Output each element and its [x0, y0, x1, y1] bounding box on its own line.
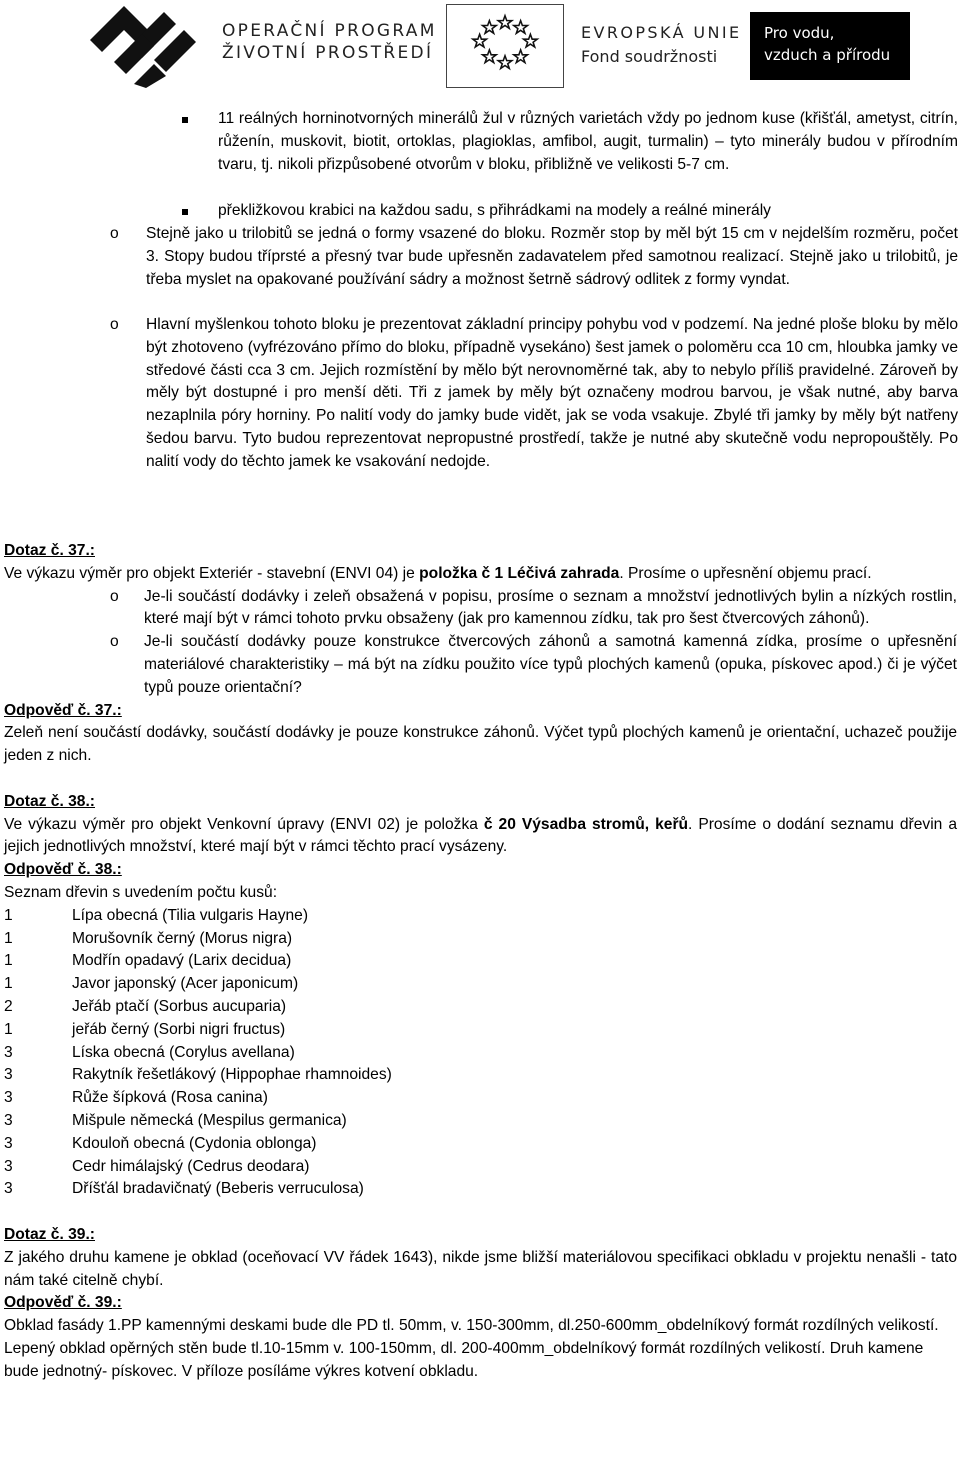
species-count: 1	[4, 1020, 13, 1038]
species-count: 3	[4, 1180, 13, 1198]
circle-bullet: o	[110, 587, 119, 605]
op-program-name	[222, 20, 437, 64]
answer-heading: Odpověď č. 38.:	[4, 861, 122, 879]
eu-line-1: EVROPSKÁ UNIE	[581, 23, 742, 42]
question-text: Ve výkazu výměr pro objekt Venkovní úpravy (ENVI 02) je položka č 20 Výsadba stromů, keřů. Prosíme o dodání seznamu dřevin a jejich jednotlivých množství, které mají být v rámci těchto prací vysázeny.	[4, 815, 957, 856]
eu-flag-icon	[446, 4, 564, 88]
list-item	[4, 1087, 957, 1110]
list-item	[4, 1042, 957, 1065]
op-line-1: OPERAČNÍ PROGRAM	[222, 21, 437, 41]
list-item	[4, 1110, 957, 1133]
species-name: Modřín opadavý (Larix decidua)	[72, 952, 292, 970]
species-name: Růže šípková (Rosa canina)	[72, 1089, 268, 1107]
list-item	[4, 1064, 957, 1087]
species-count: 3	[4, 1111, 13, 1129]
species-count: 1	[4, 975, 13, 993]
answer-text: Obklad fasády 1.PP kamennými deskami bude dle PD tl. 50mm, v. 150-300mm, dl.250-600mm_obdelníkový formát rozdílných velikostí. Lepený obklad opěrných stěn bude tl.10-15mm v. 100-150mm, dl. 200-400mm_obdelníkový formát rozdílných velikostí. Druh kamene bude jednotný- pískovec. V příloze posíláme výkres kotvení obkladu.	[4, 1317, 939, 1380]
list-item	[4, 950, 957, 973]
list-item	[4, 586, 957, 632]
question-text: Z jakého druhu kamene je obklad (oceňovací VV řádek 1643), nikde jsme bližší materiálovou specifikaci obkladu v projektu nenašli - tato nám také citelně chybí.	[4, 1248, 957, 1289]
bullet-box	[218, 200, 958, 223]
list-item	[4, 1178, 957, 1201]
square-bullet-icon	[182, 200, 196, 223]
species-list	[4, 905, 957, 1201]
list-item	[4, 928, 957, 951]
slogan-line-2: vzduch a přírodu	[764, 46, 891, 64]
list-item	[4, 631, 957, 699]
answer-heading: Odpověď č. 39.:	[4, 1294, 122, 1312]
question-text: Ve výkazu výměr pro objekt Exteriér - stavební (ENVI 04) je položka č 1 Léčivá zahrada. Prosíme o upřesnění objemu prací.	[4, 564, 872, 582]
bullet-box-text: překližkovou krabici na každou sadu, s přihrádkami na modely a reálné minerály	[218, 202, 771, 219]
species-name: Dříšťál bradavičnatý (Beberis verruculosa)	[72, 1180, 364, 1198]
option-text: Je-li součástí dodávky i zeleň obsažená v popisu, prosíme o seznam a množství jednotlivých bylin a nízkých rostlin, které mají být v rámci tohoto prvku obsaženy (jak pro kamennou zídku, tak pro šest čtvercových záhonů).	[144, 587, 957, 628]
eu-line-2: Fond soudržnosti	[581, 47, 718, 66]
answer-heading: Odpověď č. 37.:	[4, 701, 122, 719]
item-text: Stejně jako u trilobitů se jedná o formy vsazené do bloku. Rozměr stop by měl být 15 cm v nejdelším rozměru, počet 3. Stopy budou tříprsté a přesný tvar bude upřesněn zadavatelem před samotnou realizací. Stejně jako u trilobitů, je třeba myslet na opakované používání sádry a možnost šetrně sádrový odlitek z formy vyndat.	[146, 225, 958, 288]
species-name: jeřáb černý (Sorbi nigri fructus)	[72, 1020, 286, 1038]
option-text: Je-li součástí dodávky pouze konstrukce čtvercových záhonů a samotná kamenná zídka, prosíme o upřesnění materiálové charakteristiky – má být na zídku použito více typů plochých kamenů (opuka, pískovec apod.) či je výčet typů pouze orientační?	[144, 633, 957, 696]
list-item	[4, 1133, 957, 1156]
species-count: 1	[4, 906, 13, 924]
list-item	[110, 223, 958, 291]
square-bullet-icon	[182, 108, 196, 131]
circle-bullet: o	[110, 316, 119, 333]
question-heading: Dotaz č. 39.:	[4, 1225, 95, 1243]
list-item	[4, 1019, 957, 1042]
page-header	[0, 0, 960, 92]
question-heading: Dotaz č. 38.:	[4, 792, 95, 810]
species-name: Rakytník řešetlákový (Hippophae rhamnoides)	[72, 1066, 392, 1084]
species-name: Lípa obecná (Tilia vulgaris Hayne)	[72, 906, 309, 924]
list-item	[4, 905, 957, 928]
species-count: 3	[4, 1066, 13, 1084]
list-item	[4, 1156, 957, 1179]
eu-fund-name	[581, 21, 742, 69]
species-count: 2	[4, 997, 13, 1015]
species-count: 1	[4, 929, 13, 947]
species-count: 3	[4, 1043, 13, 1061]
species-name: Cedr himálajský (Cedrus deodara)	[72, 1157, 310, 1175]
bullet-minerals	[218, 108, 958, 176]
bullet-minerals-text: 11 reálných horninotvorných minerálů žul v různých varietách vždy po jednom kuse (křišťál, ametyst, citrín, růženín, muskovit, biotit, ortoklas, plagioklas, amfibol, augit, turmalin) – tyto minerály budou v přírodním tvaru, tj. nikoli přizpůsobené otvorům v bloku, přibližně ve velikosti 5-7 cm.	[218, 110, 958, 173]
species-name: Morušovník černý (Morus nigra)	[72, 929, 293, 947]
list-item	[4, 996, 957, 1019]
species-name: Javor japonský (Acer japonicum)	[72, 975, 299, 993]
op-zp-logo-icon	[84, 2, 204, 88]
list-item	[110, 314, 958, 474]
species-list-title: Seznam dřevin s uvedením počtu kusů:	[4, 883, 278, 901]
species-count: 1	[4, 952, 13, 970]
qa-section	[4, 540, 957, 1383]
species-name: Líska obecná (Corylus avellana)	[72, 1043, 295, 1061]
species-name: Mišpule německá (Mespilus germanica)	[72, 1111, 347, 1129]
species-count: 3	[4, 1089, 13, 1107]
circle-bullet: o	[110, 633, 119, 651]
question-heading: Dotaz č. 37.:	[4, 542, 95, 559]
list-item	[4, 973, 957, 996]
species-name: Kdouloň obecná (Cydonia oblonga)	[72, 1134, 317, 1152]
circle-bullet: o	[110, 225, 119, 242]
op-line-2: ŽIVOTNÍ PROSTŘEDÍ	[222, 43, 434, 63]
slogan-line-1: Pro vodu,	[764, 24, 835, 42]
slogan-box	[750, 12, 910, 80]
species-count: 3	[4, 1157, 13, 1175]
answer-text: Zeleň není součástí dodávky, součástí dodávky je pouze konstrukce záhonů. Výčet typů plochých kamenů je orientační, uchazeč použije jeden z nich.	[4, 724, 957, 765]
item-text: Hlavní myšlenkou tohoto bloku je prezentovat základní principy pohybu vod v podzemí. Na jedné ploše bloku by mělo být zhotoveno (vyfrézováno přímo do bloku, případně vysekáno) šest jamek o poloměru cca 10 cm, hloubka jamky ve středové části cca 3 cm. Jejich rozmístění by mělo být nerovnoměrné tak, aby to nebylo příliš pravidelné. Zároveň by měly být dostupné i pro menší děti. Tři z jamek by měly být označeny modrou barvou, je však nutné, aby barva nezaplnila póry horniny. Po nalití vody do jamky bude vidět, jak se voda vsakuje. Zbylé tři jamky by měly být natřeny šedou barvu. Tyto budou reprezentovat nepropustné prostředí, takže je nutné aby skutečně vodu nepropouštěly. Po nalití vody do těchto jamek ke vsakování nedojde.	[146, 316, 958, 470]
species-name: Jeřáb ptačí (Sorbus aucuparia)	[72, 997, 287, 1015]
species-count: 3	[4, 1134, 13, 1152]
